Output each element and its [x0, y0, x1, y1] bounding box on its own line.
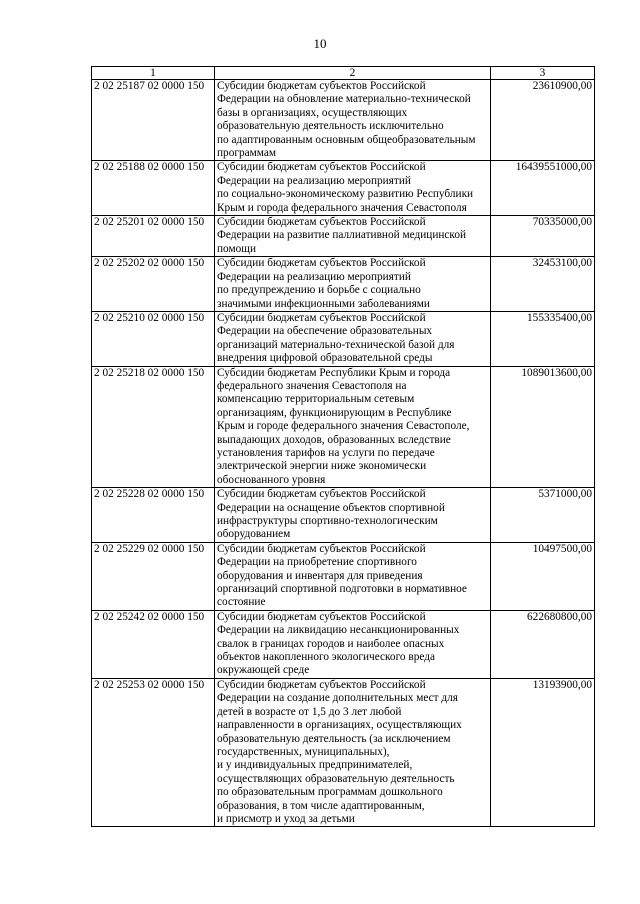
budget-classification-code: 2 02 25228 02 0000 150	[92, 488, 215, 543]
budget-classification-code: 2 02 25210 02 0000 150	[92, 311, 215, 366]
table-row	[92, 542, 595, 610]
table-row	[92, 257, 595, 312]
revenue-description: Субсидии бюджетам Республики Крым и города федерального значения Севастополя на компенсацию территориальным сетевым организациям, функционирующим в Республике Крым и городе федерального значения Севастополе, выпадающих доходов, образованных вследствие установления тарифов на услуги по передаче электрической энергии ниже экономически обоснованного уровня	[215, 366, 491, 488]
revenue-description: Субсидии бюджетам субъектов Российской Федерации на реализацию мероприятий по социально-экономическому развитию Республики Крым и города федерального значения Севастополя	[215, 161, 491, 216]
revenue-description: Субсидии бюджетам субъектов Российской Федерации на ликвидацию несанкционированных свалок в границах городов и наиболее опасных объектов накопленного экологического вреда окружающей среде	[215, 610, 491, 678]
amount: 32453100,00	[491, 257, 595, 312]
budget-classification-code: 2 02 25202 02 0000 150	[92, 257, 215, 312]
table-row	[92, 311, 595, 366]
revenue-description: Субсидии бюджетам субъектов Российской Федерации на оснащение объектов спортивной инфраструктуры спортивно-технологическим оборудованием	[215, 488, 491, 543]
revenue-description: Субсидии бюджетам субъектов Российской Федерации на создание дополнительных мест для детей в возрасте от 1,5 до 3 лет любой направленности в организациях, осуществляющих образовательную деятельность (за исключением государственных, муниципальных), и у индивидуальных предпринимателей, осуществляющих образовательную деятельность по образовательным программам дошкольного образования, в том числе адаптированным, и присмотр и уход за детьми	[215, 678, 491, 826]
budget-revenue-table	[91, 66, 595, 827]
amount: 13193900,00	[491, 678, 595, 826]
amount: 155335400,00	[491, 311, 595, 366]
table-row	[92, 216, 595, 257]
budget-classification-code: 2 02 25201 02 0000 150	[92, 216, 215, 257]
budget-classification-code: 2 02 25218 02 0000 150	[92, 366, 215, 488]
revenue-description: Субсидии бюджетам субъектов Российской Федерации на обновление материально-технической базы в организациях, осуществляющих образовательную деятельность исключительно по адаптированным основным общеобразовательным программам	[215, 80, 491, 161]
table-row	[92, 678, 595, 826]
page-number: 10	[313, 36, 327, 51]
revenue-description: Субсидии бюджетам субъектов Российской Федерации на развитие паллиативной медицинской помощи	[215, 216, 491, 257]
budget-classification-code: 2 02 25188 02 0000 150	[92, 161, 215, 216]
budget-classification-code: 2 02 25229 02 0000 150	[92, 542, 215, 610]
revenue-description: Субсидии бюджетам субъектов Российской Федерации на обеспечение образовательных организаций материально-технической базой для внедрения цифровой образовательной среды	[215, 311, 491, 366]
amount: 16439551000,00	[491, 161, 595, 216]
amount: 70335000,00	[491, 216, 595, 257]
amount: 10497500,00	[491, 542, 595, 610]
amount: 622680800,00	[491, 610, 595, 678]
amount: 5371000,00	[491, 488, 595, 543]
table-row	[92, 610, 595, 678]
budget-classification-code: 2 02 25187 02 0000 150	[92, 80, 215, 161]
column-header-description: 2	[215, 67, 491, 80]
table-row	[92, 161, 595, 216]
column-header-code: 1	[92, 67, 215, 80]
revenue-description: Субсидии бюджетам субъектов Российской Федерации на приобретение спортивного оборудования и инвентаря для приведения организаций спортивной подготовки в нормативное состояние	[215, 542, 491, 610]
table-row	[92, 488, 595, 543]
revenue-description: Субсидии бюджетам субъектов Российской Федерации на реализацию мероприятий по предупреждению и борьбе с социально значимыми инфекционными заболеваниями	[215, 257, 491, 312]
table-row	[92, 366, 595, 488]
table-row	[92, 80, 595, 161]
budget-classification-code: 2 02 25242 02 0000 150	[92, 610, 215, 678]
table-header-row	[92, 67, 595, 80]
column-header-amount: 3	[491, 67, 595, 80]
amount: 23610900,00	[491, 80, 595, 161]
budget-classification-code: 2 02 25253 02 0000 150	[92, 678, 215, 826]
amount: 1089013600,00	[491, 366, 595, 488]
